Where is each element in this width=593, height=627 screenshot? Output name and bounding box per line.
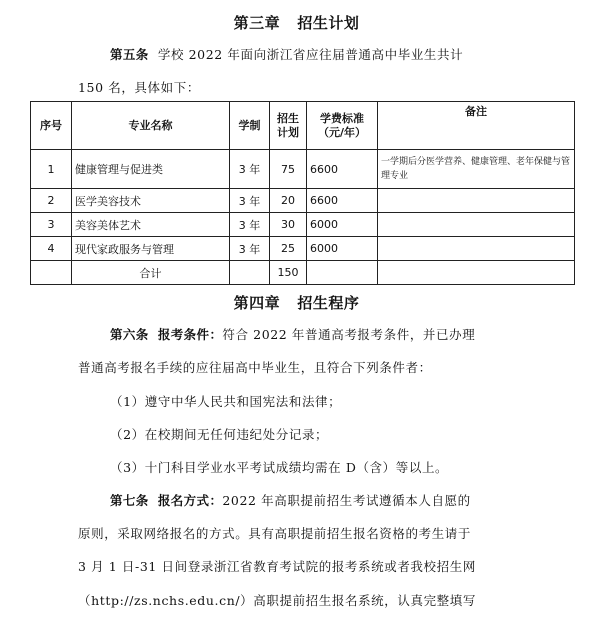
header-years: 学制 [230, 102, 270, 150]
article5-line2: 150 名，具体如下： [78, 80, 200, 95]
article6-sub-label: 报考条件： [157, 327, 223, 342]
table-row [31, 237, 575, 261]
cell-no: 4 [31, 237, 72, 261]
cell-major: 美容美体艺术 [72, 213, 230, 237]
table-row [31, 150, 575, 189]
article7-label: 第七条 [110, 493, 149, 508]
article6-text1: 符合 2022 年普通高考报考条件，并已办理 [222, 327, 476, 342]
cell-major: 医学美容技术 [72, 189, 230, 213]
cell-years: 3 年 [230, 213, 270, 237]
cell-note [378, 189, 575, 213]
cell-years: 3 年 [230, 237, 270, 261]
header-no: 序号 [31, 102, 72, 150]
article7-sub-label: 报名方式： [157, 493, 223, 508]
cell-total-value: 150 [270, 261, 307, 285]
article5-text1: 学校 2022 年面向浙江省应往届普通高中毕业生共计 [157, 47, 464, 62]
chapter3-title: 第三章 招生计划 [233, 14, 360, 32]
cell-fee: 6000 [307, 213, 378, 237]
header-major: 专业名称 [72, 102, 230, 150]
header-note: 备注 [378, 102, 575, 150]
condition-2: （2）在校期间无任何违纪处分记录； [110, 427, 329, 442]
article7-line4: （http://zs.nchs.edu.cn/）高职提前招生报名系统，认真完整填写 [78, 593, 476, 608]
condition-1: （1）遵守中华人民共和国宪法和法律； [110, 394, 342, 409]
article5-line1 [110, 45, 463, 63]
article7-line1 [110, 491, 471, 509]
cell-no: 2 [31, 189, 72, 213]
cell-note [378, 213, 575, 237]
enrollment-plan-table [30, 101, 575, 285]
article5-label: 第五条 [110, 47, 149, 62]
cell-no: 3 [31, 213, 72, 237]
cell-plan: 20 [270, 189, 307, 213]
header-fee: 学费标准（元/年） [307, 102, 378, 150]
article7-line2: 原则，采取网络报名的方式。具有高职提前招生报名资格的考生请于 [78, 526, 472, 541]
header-plan: 招生计划 [270, 102, 307, 150]
cell-years: 3 年 [230, 189, 270, 213]
article7-line3: 3 月 1 日-31 日间登录浙江省教育考试院的报考系统或者我校招生网 [78, 559, 476, 574]
cell-fee: 6000 [307, 237, 378, 261]
article6-line1 [110, 325, 475, 343]
chapter4-title: 第四章 招生程序 [233, 294, 360, 312]
cell-no: 1 [31, 150, 72, 189]
cell-note: 一学期后分医学营养、健康管理、老年保健与管理专业 [378, 150, 575, 189]
article6-label: 第六条 [110, 327, 149, 342]
cell-plan: 25 [270, 237, 307, 261]
cell-plan: 75 [270, 150, 307, 189]
condition-3: （3）十门科目学业水平考试成绩均需在 D（含）等以上。 [110, 460, 449, 475]
cell-major: 健康管理与促进类 [72, 150, 230, 189]
cell-fee: 6600 [307, 189, 378, 213]
article7-text1: 2022 年高职提前招生考试遵循本人自愿的 [222, 493, 471, 508]
table-row [31, 213, 575, 237]
table-total-row [31, 261, 575, 285]
cell-plan: 30 [270, 213, 307, 237]
cell-major: 现代家政服务与管理 [72, 237, 230, 261]
table-row [31, 189, 575, 213]
table-header-row [31, 102, 575, 150]
cell-fee: 6600 [307, 150, 378, 189]
cell-note [378, 237, 575, 261]
article6-line2: 普通高考报名手续的应往届高中毕业生，且符合下列条件者： [78, 360, 432, 375]
cell-total-label: 合计 [72, 261, 230, 285]
cell-years: 3 年 [230, 150, 270, 189]
